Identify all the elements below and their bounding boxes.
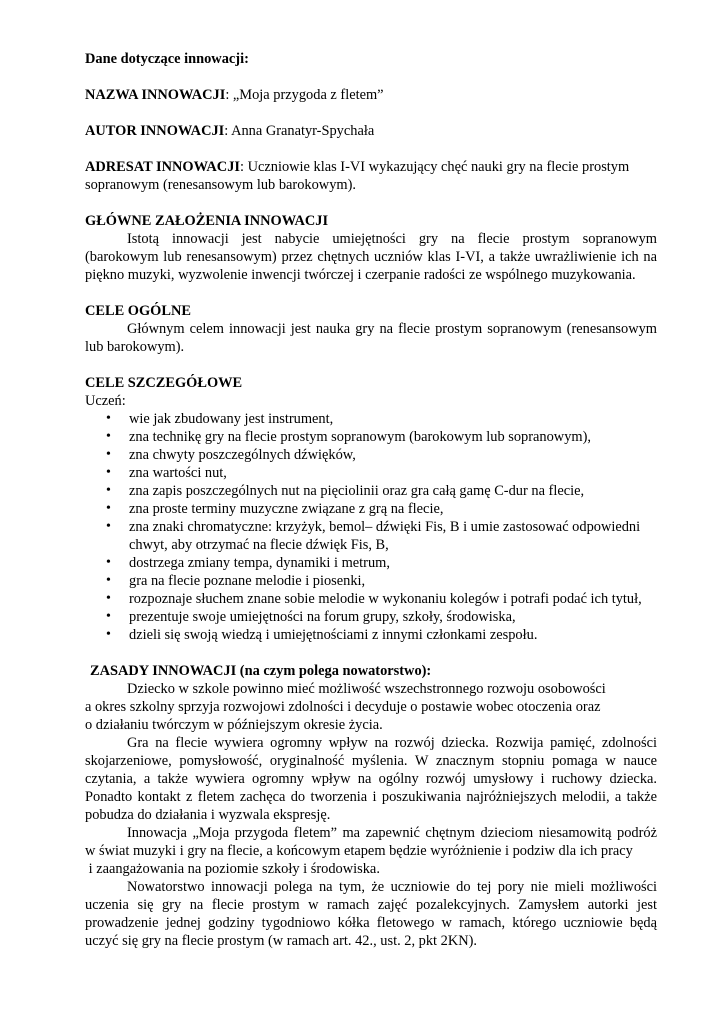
principles-paragraph-3 — [85, 824, 657, 878]
general-goals-line: Głównym celem innowacji jest nauka gry na flecie prostym sopranowym (renesansowym — [127, 321, 657, 337]
paragraph-line: Nowatorstwo innowacji polega na tym, że uczniowie do tej pory nie mieli możliwości — [127, 879, 657, 895]
general-goals-text — [85, 320, 657, 356]
innovation-author — [85, 122, 657, 140]
document-page — [85, 50, 657, 950]
general-goals-line: lub barokowym). — [85, 339, 185, 355]
list-item-line: • zna znaki chromatyczne: krzyżyk, bemol– dźwięki Fis, B i umie zastosować odpowiedni — [129, 519, 641, 535]
innovation-addressee — [85, 158, 657, 194]
list-item: • wie jak zbudowany jest instrument, — [129, 410, 657, 428]
paragraph-line: czytania, a także wywiera ogromny wpływ na ogólny rozwój umysłowy i ruchowy dziecka. — [85, 771, 657, 787]
list-item — [129, 518, 657, 554]
innovation-author-label: AUTOR INNOWACJI — [85, 123, 225, 139]
document-title: Dane dotyczące innowacji: — [85, 51, 249, 67]
list-item: • prezentuje swoje umiejętności na forum grupy, szkoły, środowiska, — [129, 608, 657, 626]
paragraph-line: pobudza do działania i wyzwala ekspresję. — [85, 807, 331, 823]
paragraph-line: uczenia się gry na flecie prostym w ramach zajęć pozalekcyjnych. Zamysłem autorki jest — [85, 897, 657, 913]
list-item: • rozpoznaje słuchem znane sobie melodie w wykonaniu kolegów i potrafi podać ich tytuł, — [129, 590, 657, 608]
innovation-addressee-label: ADRESAT INNOWACJI — [85, 159, 240, 175]
principles-paragraph-4 — [85, 878, 657, 950]
principles-paragraph-1 — [85, 680, 657, 734]
innovation-name — [85, 86, 657, 104]
detailed-goals-list — [85, 410, 657, 644]
paragraph-line: o działaniu twórczym w późniejszym okresie życia. — [85, 717, 383, 733]
list-item: • dostrzega zmiany tempa, dynamiki i metrum, — [129, 554, 657, 572]
main-assumptions-heading: GŁÓWNE ZAŁOŻENIA INNOWACJI — [85, 213, 329, 229]
principles-heading: ZASADY INNOWACJI (na czym polega nowatorstwo): — [90, 663, 432, 679]
list-item-line: chwyt, aby otrzymać na flecie dźwięk Fis, B, — [129, 537, 389, 553]
paragraph-line: uczyć się gry na flecie prostym (w ramach art. 42., ust. 2, pkt 2KN). — [85, 933, 478, 949]
paragraph-line: Dziecko w szkole powinno mieć możliwość wszechstronnego rozwoju osobowości — [127, 681, 606, 697]
paragraph-line: a okres szkolny sprzyja rozwojowi zdolności i decyduje o postawie wobec otoczenia oraz — [85, 699, 601, 715]
principles-paragraph-2 — [85, 734, 657, 824]
main-assumptions-line: Istotą innowacji jest nabycie umiejętności gry na flecie prostym sopranowym — [127, 231, 657, 247]
paragraph-line: Gra na flecie wywiera ogromny wpływ na rozwój dziecka. Rozwija pamięć, zdolności — [127, 735, 657, 751]
main-assumptions-line: piękno muzyki, wyzwolenie inwencji twórczej i czerpanie radości ze wspólnego muzykowania. — [85, 267, 636, 283]
main-assumptions-line: (barokowym lub renesansowym) przez chętnych uczniów klas I-VI, a także uwrażliwienie ich na — [85, 249, 657, 265]
paragraph-line: Innowacja „Moja przygoda fletem” ma zapewnić chętnym dzieciom niesamowitą podróż — [127, 825, 657, 841]
innovation-author-value: : Anna Granatyr-Spychała — [224, 123, 375, 139]
list-item: • zna wartości nut, — [129, 464, 657, 482]
general-goals-heading: CELE OGÓLNE — [85, 303, 191, 319]
main-assumptions-text — [85, 230, 657, 284]
detailed-goals-intro: Uczeń: — [85, 393, 126, 409]
list-item: • dzieli się swoją wiedzą i umiejętnościami z innymi członkami zespołu. — [129, 626, 657, 644]
innovation-name-label: NAZWA INNOWACJI — [85, 87, 226, 103]
paragraph-line: skojarzeniowe, pomysłowość, oryginalność myślenia. W znacznym stopniu pomaga w nauce — [85, 753, 657, 769]
list-item: • gra na flecie poznane melodie i piosenki, — [129, 572, 657, 590]
paragraph-line: w świat muzyki i gry na flecie, a końcowym etapem będzie wyróżnienie i podziw dla ich pracy — [85, 843, 633, 859]
innovation-addressee-line2: sopranowym (renesansowym lub barokowym). — [85, 177, 356, 193]
list-item: • zna zapis poszczególnych nut na pięciolinii oraz gra całą gamę C-dur na flecie, — [129, 482, 657, 500]
innovation-name-value: : „Moja przygoda z fletem” — [225, 87, 384, 103]
list-item: • zna proste terminy muzyczne związane z grą na flecie, — [129, 500, 657, 518]
list-item: • zna chwyty poszczególnych dźwięków, — [129, 446, 657, 464]
detailed-goals-heading: CELE SZCZEGÓŁOWE — [85, 375, 243, 391]
paragraph-line: Ponadto kontakt z fletem zachęca do tworzenia i poszukiwania najróżniejszych melodii, a także — [85, 789, 657, 805]
paragraph-line: prowadzenie jednej godziny tygodniowo kółka fletowego w ramach, którego uczniowie będą — [85, 915, 657, 931]
paragraph-line: i zaangażowania na poziomie szkoły i środowiska. — [85, 861, 380, 877]
list-item: • zna technikę gry na flecie prostym sopranowym (barokowym lub sopranowym), — [129, 428, 657, 446]
innovation-addressee-line1: : Uczniowie klas I-VI wykazujący chęć nauki gry na flecie prostym — [240, 159, 630, 175]
